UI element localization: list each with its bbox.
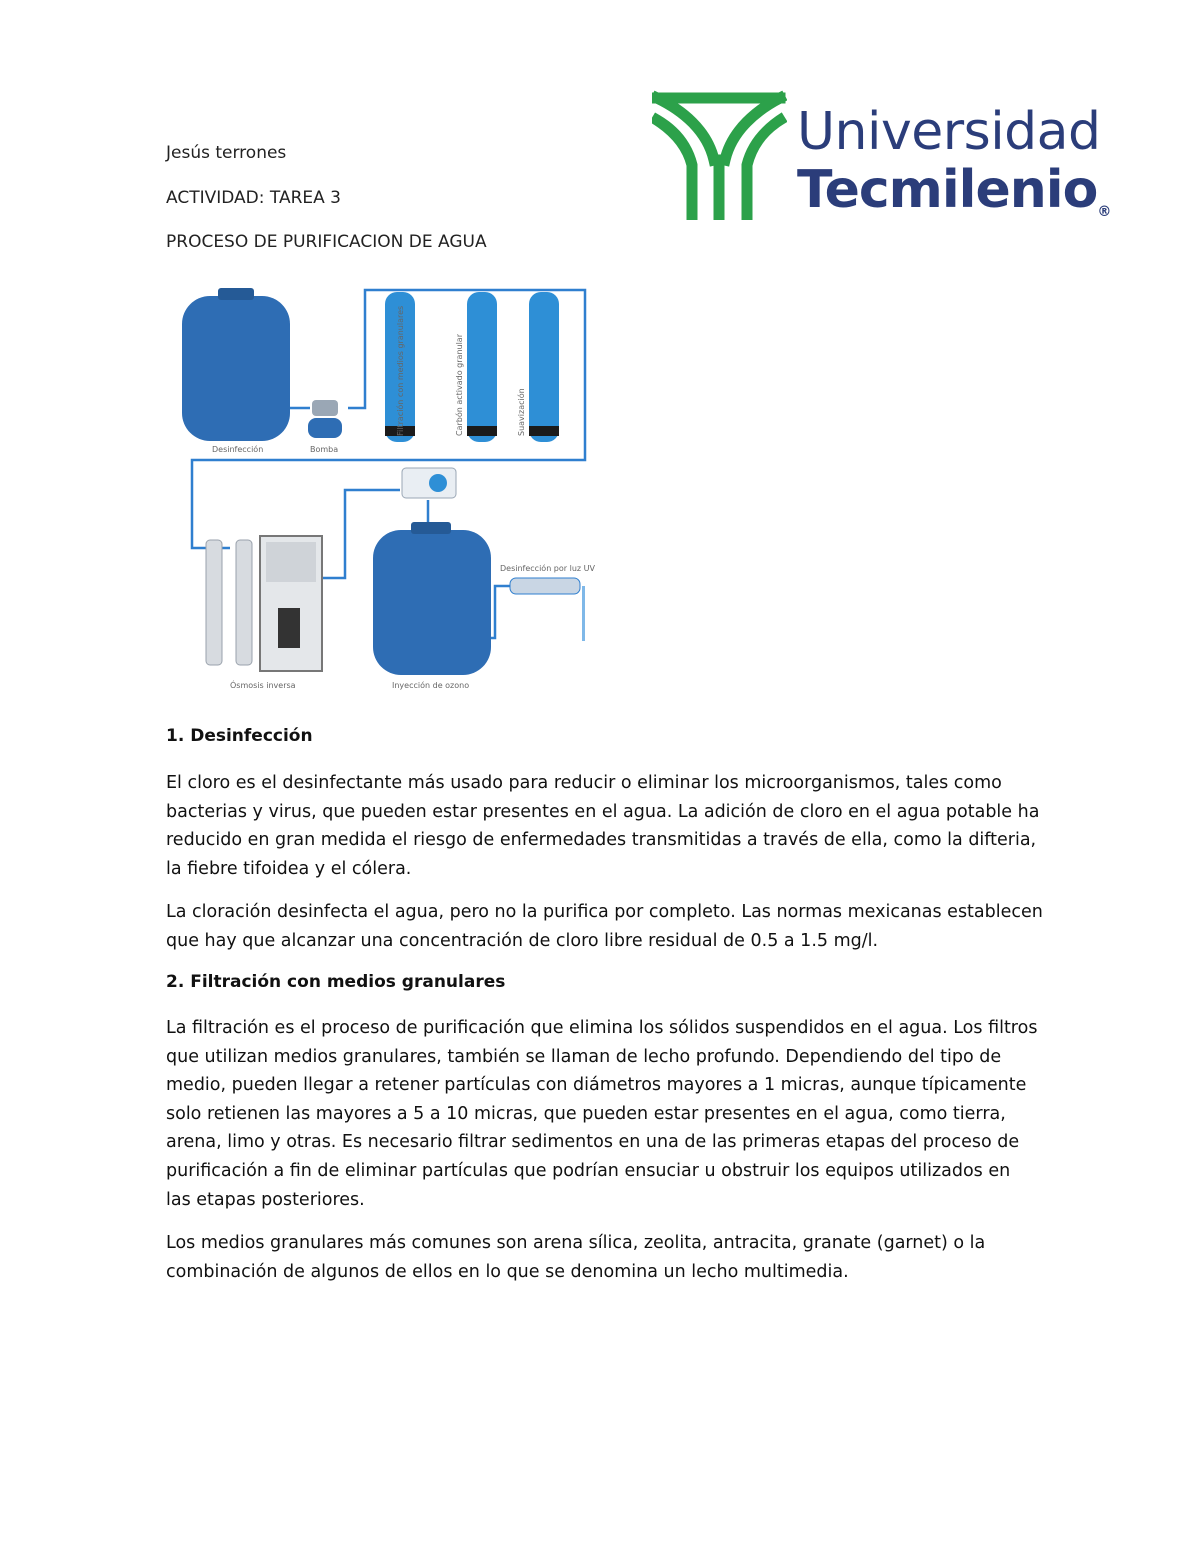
paragraph-line: medio, pueden llegar a retener partículas con diámetros mayores a 1 micras, aunque típicamente: [166, 1075, 1027, 1096]
activity-label: ACTIVIDAD: TAREA 3: [166, 188, 341, 208]
ozone-controller: [402, 468, 456, 498]
label-filter1: Filtración con medios granulares: [396, 305, 405, 436]
tecmilenio-emblem-icon: [652, 90, 787, 220]
paragraph: [166, 898, 1046, 955]
paragraph-line: bacterias y virus, que pueden estar presentes en el agua. La adición de cloro en el agua potable ha: [166, 801, 1040, 822]
paragraph-line: la fiebre tifoidea y el cólera.: [166, 858, 412, 879]
filter-carbon: [467, 292, 497, 442]
document-title: PROCESO DE PURIFICACION DE AGUA: [166, 232, 487, 252]
paragraph-line: purificación a fin de eliminar partículas que podrían ensuciar u obstruir los equipos utilizados en: [166, 1160, 1011, 1181]
paragraph-line: combinación de algunos de ellos en lo que se denomina un lecho multimedia.: [166, 1261, 849, 1282]
ozone-tank: [373, 522, 491, 675]
paragraph-line: El cloro es el desinfectante más usado para reducir o eliminar los microorganismos, tales como: [166, 773, 1002, 793]
paragraph-line: arena, limo y otras. Es necesario filtrar sedimentos en una de las primeras etapas del proceso de: [166, 1132, 1020, 1153]
label-tank2: Inyección de ozono: [392, 681, 470, 690]
registered-mark: ®: [1097, 204, 1111, 220]
logo-text-tecmilenio-word: Tecmilenio: [797, 160, 1098, 220]
logo-text-tecmilenio: [797, 160, 1110, 220]
author-name: Jesús terrones: [166, 143, 287, 163]
paragraph-line: Los medios granulares más comunes son arena sílica, zeolita, antracita, granate (garnet) o la: [166, 1233, 986, 1253]
label-tank1: Desinfección: [212, 445, 264, 454]
paragraph-line: solo retienen las mayores a 5 a 10 micras, que pueden estar presentes en el agua, como tierra,: [166, 1103, 1006, 1124]
ro-unit: [260, 536, 322, 671]
label-pump: Bomba: [310, 445, 339, 454]
university-logo: [652, 90, 1142, 225]
paragraph: [166, 1229, 1046, 1286]
label-ro: Ósmosis inversa: [230, 681, 296, 690]
ro-membranes: [206, 540, 252, 665]
filter-softener: [529, 292, 559, 442]
label-filter3: Suavización: [517, 388, 526, 436]
paragraph-line: reducido en gran medida el riesgo de enfermedades transmitidas a través de ella, como la difteria,: [166, 830, 1037, 851]
uv-lamp: [510, 578, 585, 641]
paragraph-line: que utilizan medios granulares, también se llaman de lecho profundo. Dependiendo del tipo de: [166, 1046, 1002, 1067]
disinfection-tank: [182, 288, 290, 441]
paragraph-line: que hay que alcanzar una concentración de cloro libre residual de 0.5 a 1.5 mg/l.: [166, 930, 879, 951]
paragraph-line: las etapas posteriores.: [166, 1189, 365, 1210]
section-title: 2. Filtración con medios granulares: [166, 972, 506, 992]
paragraph-line: La cloración desinfecta el agua, pero no la purifica por completo. Las normas mexicanas establecen: [166, 902, 1043, 922]
pump: [308, 400, 342, 438]
water-purification-diagram: [170, 278, 610, 698]
pipe-tank-uv: [490, 586, 510, 638]
paragraph: [166, 769, 1046, 883]
label-uv: Desinfección por luz UV: [500, 564, 595, 573]
logo-text-universidad: Universidad: [797, 102, 1101, 162]
paragraph: [166, 1014, 1046, 1214]
section-title: 1. Desinfección: [166, 726, 313, 746]
paragraph-line: La filtración es el proceso de purificación que elimina los sólidos suspendidos en el agua. Los filtros: [166, 1018, 1038, 1038]
label-filter2: Carbón activado granular: [455, 334, 464, 436]
